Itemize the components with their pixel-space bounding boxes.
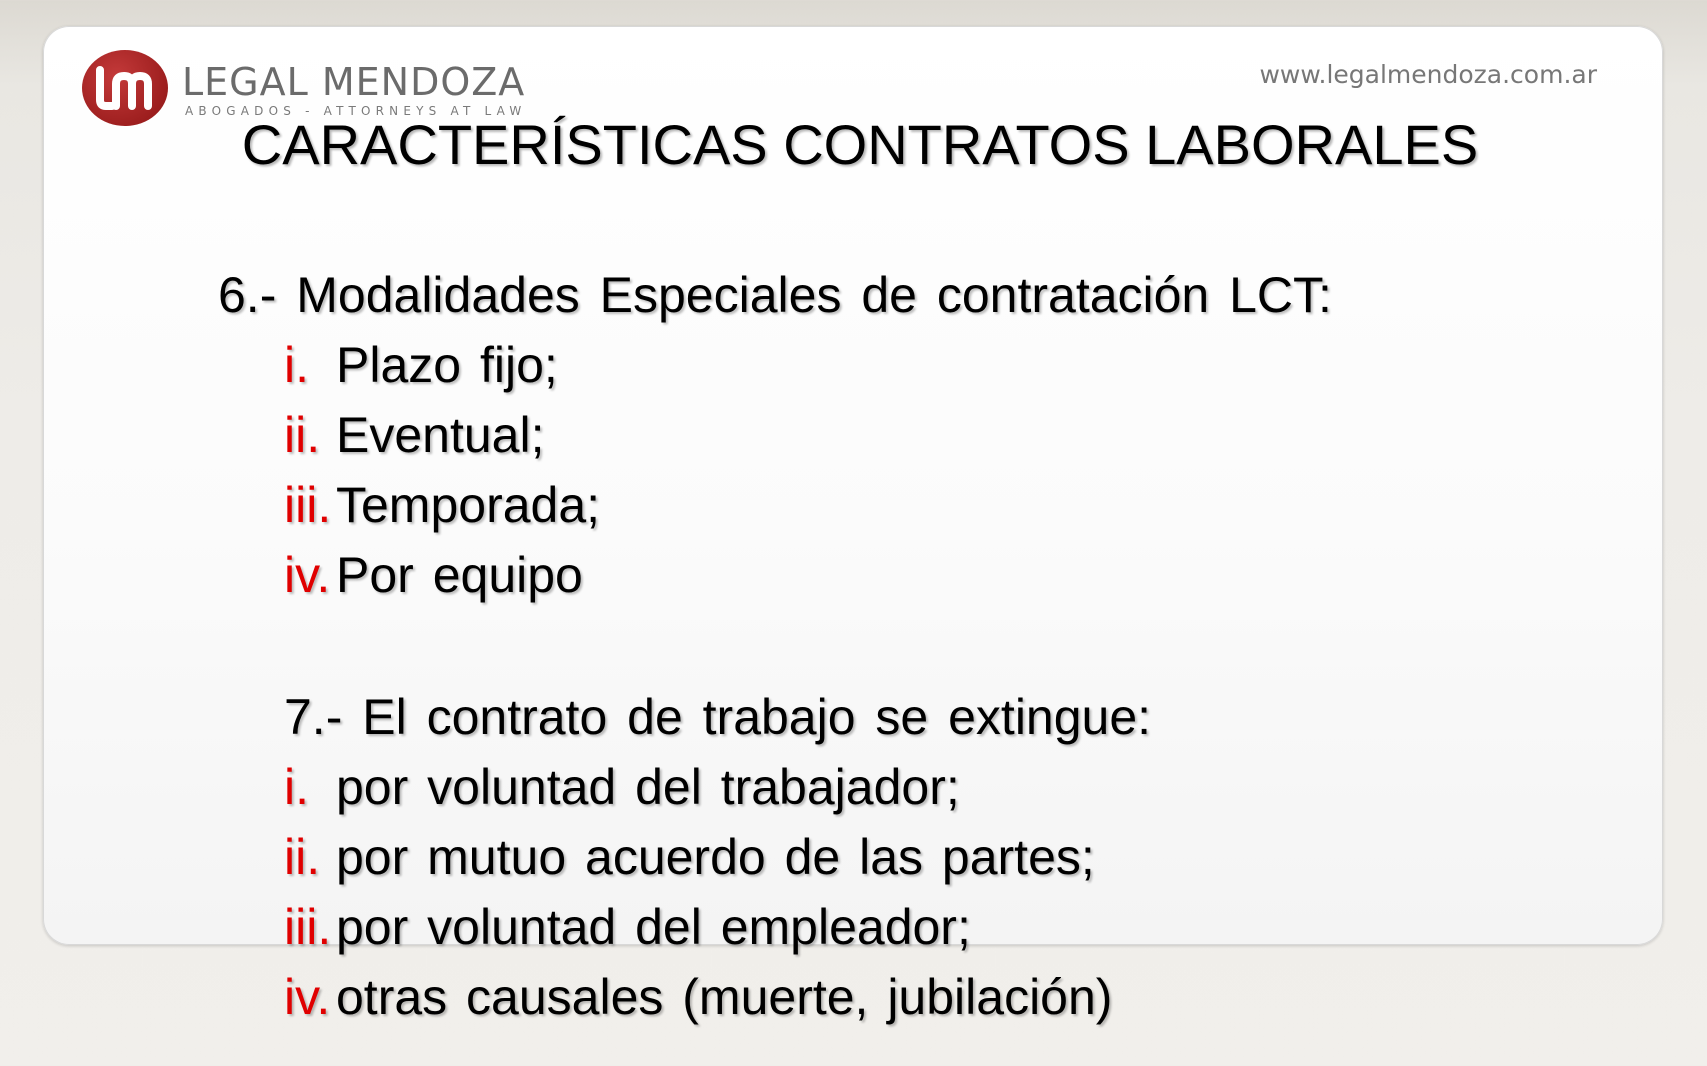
list-item-text: Plazo fijo;	[336, 337, 558, 393]
list-marker: i.	[284, 337, 309, 393]
website-url[interactable]: www.legalmendoza.com.ar	[1259, 60, 1597, 89]
brand-name: LEGAL MENDOZA	[182, 60, 526, 104]
section-7-heading: 7.- El contrato de trabajo se extingue:	[284, 689, 1152, 745]
brand-tagline: ABOGADOS - ATTORNEYS AT LAW	[185, 104, 527, 118]
list-marker: ii.	[284, 407, 321, 463]
list-marker: ii.	[284, 829, 321, 885]
list-item-text: Eventual;	[336, 407, 545, 463]
section-6-heading: 6.- Modalidades Especiales de contratación LCT:	[218, 267, 1332, 323]
list-item-text: Por equipo	[336, 547, 583, 603]
list-marker: iv.	[284, 547, 331, 603]
list-item-text: Temporada;	[336, 477, 601, 533]
list-item-text: otras causales (muerte, jubilación)	[336, 969, 1113, 1025]
list-item-text: por voluntad del empleador;	[336, 899, 971, 955]
list-marker: i.	[284, 759, 309, 815]
slide-title: CARACTERÍSTICAS CONTRATOS LABORALES	[241, 113, 1479, 176]
list-item-text: por mutuo acuerdo de las partes;	[336, 829, 1095, 885]
list-item-text: por voluntad del trabajador;	[336, 759, 960, 815]
list-marker: iv.	[284, 969, 331, 1025]
list-marker: iii.	[284, 899, 332, 955]
list-marker: iii.	[284, 477, 332, 533]
